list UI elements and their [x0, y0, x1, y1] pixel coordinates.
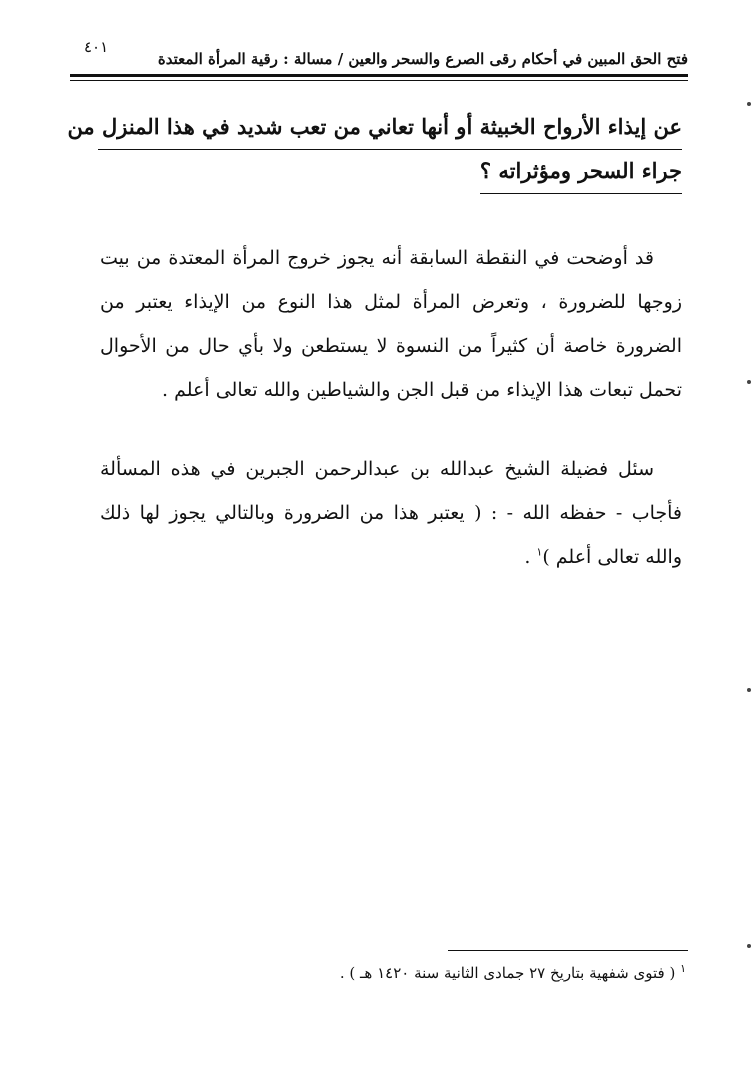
page-header [70, 36, 688, 84]
footnote [280, 964, 686, 982]
question-line-text: جراء السحر ومؤثراته ؟ [480, 150, 682, 194]
footnote-marker: ١ [680, 962, 686, 975]
scan-mark [747, 688, 751, 692]
scan-mark [747, 944, 751, 948]
page-number: ٤٠١ [84, 38, 109, 56]
question-heading [67, 106, 682, 194]
header-rule-thin [70, 80, 688, 81]
paragraph-line: فأجاب - حفظه الله - : ( يعتبر هذا من الضرورة وبالتالي يجوز لها ذلك [100, 502, 682, 524]
running-title: فتح الحق المبين في أحكام رقى الصرع والسحر والعين / مسالة : رقية المرأة المعتدة [157, 50, 688, 68]
paragraph-line: الضرورة خاصة أن كثيراً من النسوة لا يستطعن ولا بأي حال من الأحوال [100, 335, 682, 357]
paragraph-line: سئل فضيلة الشيخ عبدالله بن عبدالرحمن الجبرين في هذه المسألة [100, 458, 654, 480]
footnote-separator [448, 950, 688, 951]
paragraph-line: تحمل تبعات هذا الإيذاء من قبل الجن والشياطين والله تعالى أعلم . [162, 379, 682, 401]
paragraph-line-end: . [524, 546, 537, 568]
fatwa-paragraph [100, 447, 682, 579]
header-rule-thick [70, 74, 688, 77]
footnote-reference: ١ [536, 545, 543, 559]
question-line [67, 106, 682, 150]
paragraph-line: قد أوضحت في النقطة السابقة أنه يجوز خروج المرأة المعتدة من بيت [100, 247, 654, 269]
answer-paragraph [100, 236, 682, 412]
paragraph-line [100, 535, 682, 579]
question-line [98, 150, 682, 194]
scan-mark [747, 380, 751, 384]
question-line-text: عن إيذاء الأرواح الخبيثة أو أنها تعاني من تعب شديد في هذا المنزل من [98, 106, 682, 150]
paragraph-line-text: والله تعالى أعلم ) [542, 546, 682, 568]
paragraph-line: زوجها للضرورة ، وتعرض المرأة لمثل هذا النوع من الإيذاء يعتبر من [100, 291, 682, 313]
footnote-text: ( فتوى شفهية بتاريخ ٢٧ جمادى الثانية سنة ١٤٢٠ هـ ) . [339, 964, 681, 982]
scan-mark [747, 102, 751, 106]
